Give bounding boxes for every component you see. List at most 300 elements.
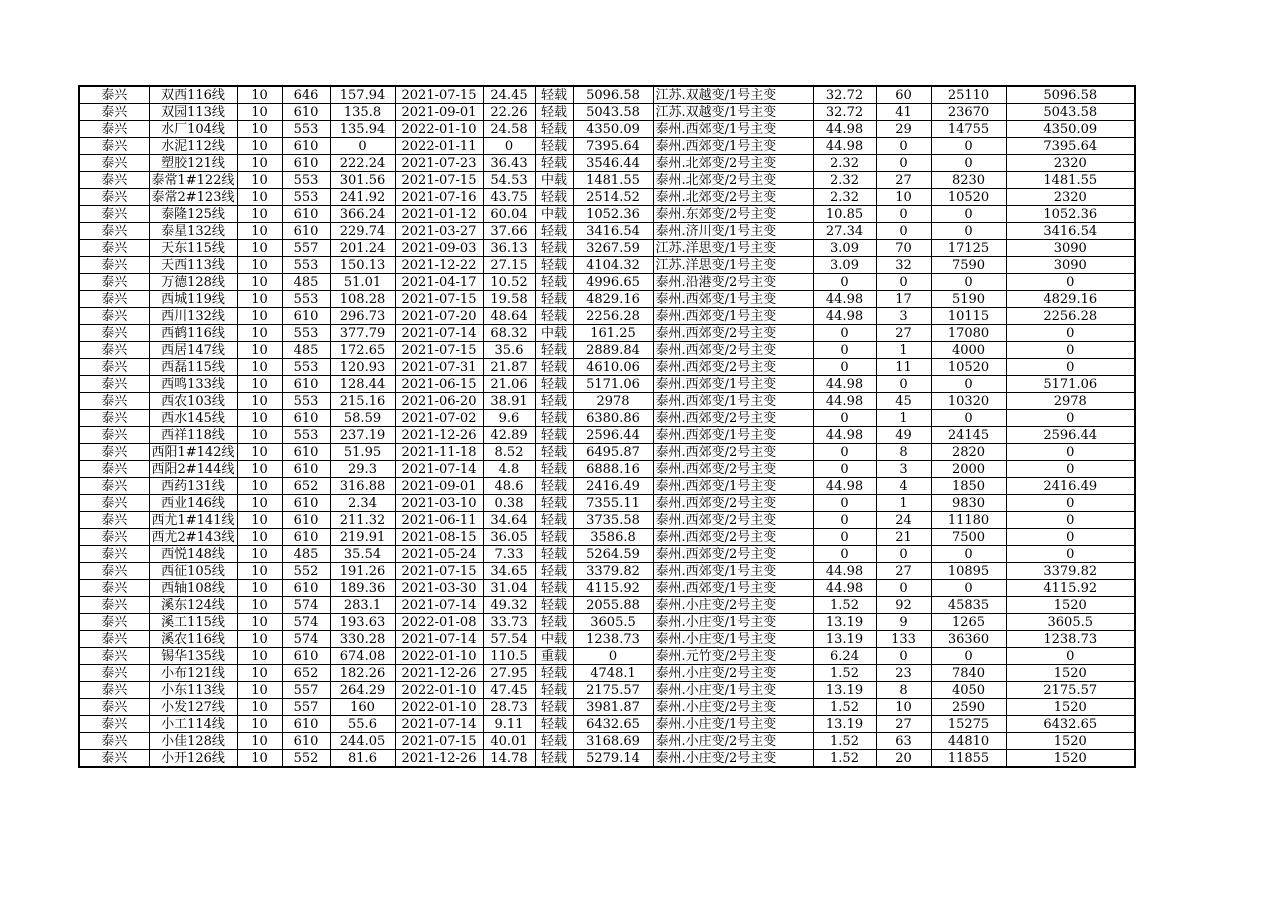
line-name-cell: 西轴108线 — [149, 580, 237, 597]
date-cell: 2021-07-15 — [395, 86, 483, 104]
load-level-cell: 重载 — [535, 648, 573, 665]
load-cell: 215.16 — [330, 393, 395, 410]
margin-cell: 4104.32 — [573, 257, 653, 274]
capacity-cell: 610 — [282, 529, 330, 546]
capacity-cell: 485 — [282, 546, 330, 563]
capacity-cell: 610 — [282, 461, 330, 478]
amount-cell: 10115 — [931, 308, 1006, 325]
county-cell: 泰兴 — [79, 597, 149, 614]
load-level-cell: 轻载 — [535, 342, 573, 359]
available-cell: 0 — [1006, 359, 1135, 376]
load-rate-cell: 110.5 — [483, 648, 535, 665]
transformer-cell: 江苏.双越变/1号主变 — [653, 104, 813, 121]
load-rate-cell: 28.73 — [483, 699, 535, 716]
date-cell: 2021-09-01 — [395, 478, 483, 495]
load-cell: 283.1 — [330, 597, 395, 614]
table-row — [79, 699, 1135, 716]
voltage-cell: 10 — [237, 546, 282, 563]
available-cell: 0 — [1006, 546, 1135, 563]
margin-cell: 6380.86 — [573, 410, 653, 427]
county-cell: 泰兴 — [79, 359, 149, 376]
available-cell: 0 — [1006, 512, 1135, 529]
transformer-margin-cell: 44.98 — [813, 478, 876, 495]
load-cell: 330.28 — [330, 631, 395, 648]
voltage-cell: 10 — [237, 665, 282, 682]
count-cell: 0 — [876, 155, 931, 172]
capacity-cell: 485 — [282, 342, 330, 359]
count-cell: 0 — [876, 376, 931, 393]
transformer-margin-cell: 0 — [813, 342, 876, 359]
county-cell: 泰兴 — [79, 750, 149, 768]
load-level-cell: 轻载 — [535, 512, 573, 529]
load-rate-cell: 4.8 — [483, 461, 535, 478]
count-cell: 1 — [876, 342, 931, 359]
table-row — [79, 104, 1135, 121]
margin-cell: 7355.11 — [573, 495, 653, 512]
margin-cell: 4829.16 — [573, 291, 653, 308]
line-name-cell: 塑胶121线 — [149, 155, 237, 172]
load-cell: 135.8 — [330, 104, 395, 121]
load-level-cell: 轻载 — [535, 529, 573, 546]
amount-cell: 24145 — [931, 427, 1006, 444]
transformer-margin-cell: 44.98 — [813, 580, 876, 597]
available-cell: 5096.58 — [1006, 86, 1135, 104]
table-row — [79, 665, 1135, 682]
transformer-cell: 泰州.西郊变/1号主变 — [653, 138, 813, 155]
count-cell: 27 — [876, 716, 931, 733]
line-name-cell: 小开126线 — [149, 750, 237, 768]
available-cell: 2978 — [1006, 393, 1135, 410]
transformer-margin-cell: 10.85 — [813, 206, 876, 223]
transformer-cell: 泰州.小庄变/2号主变 — [653, 699, 813, 716]
amount-cell: 11855 — [931, 750, 1006, 768]
date-cell: 2021-07-15 — [395, 342, 483, 359]
load-level-cell: 轻载 — [535, 376, 573, 393]
voltage-cell: 10 — [237, 138, 282, 155]
table-row — [79, 393, 1135, 410]
transformer-margin-cell: 1.52 — [813, 733, 876, 750]
available-cell: 2416.49 — [1006, 478, 1135, 495]
transformer-margin-cell: 0 — [813, 512, 876, 529]
count-cell: 0 — [876, 274, 931, 291]
load-rate-cell: 36.13 — [483, 240, 535, 257]
date-cell: 2021-07-15 — [395, 563, 483, 580]
load-cell: 51.01 — [330, 274, 395, 291]
line-name-cell: 西尤2#143线 — [149, 529, 237, 546]
capacity-cell: 553 — [282, 393, 330, 410]
available-cell: 5043.58 — [1006, 104, 1135, 121]
capacity-cell: 553 — [282, 291, 330, 308]
voltage-cell: 10 — [237, 172, 282, 189]
amount-cell: 0 — [931, 546, 1006, 563]
voltage-cell: 10 — [237, 104, 282, 121]
date-cell: 2021-07-15 — [395, 733, 483, 750]
load-cell: 366.24 — [330, 206, 395, 223]
load-cell: 157.94 — [330, 86, 395, 104]
transformer-margin-cell: 13.19 — [813, 716, 876, 733]
voltage-cell: 10 — [237, 444, 282, 461]
load-level-cell: 轻载 — [535, 104, 573, 121]
voltage-cell: 10 — [237, 478, 282, 495]
date-cell: 2021-08-15 — [395, 529, 483, 546]
amount-cell: 10320 — [931, 393, 1006, 410]
capacity-cell: 553 — [282, 427, 330, 444]
amount-cell: 7840 — [931, 665, 1006, 682]
county-cell: 泰兴 — [79, 206, 149, 223]
load-level-cell: 轻载 — [535, 444, 573, 461]
transformer-cell: 泰州.西郊变/1号主变 — [653, 580, 813, 597]
margin-cell: 2514.52 — [573, 189, 653, 206]
transformer-margin-cell: 6.24 — [813, 648, 876, 665]
capacity-cell: 652 — [282, 665, 330, 682]
capacity-cell: 574 — [282, 597, 330, 614]
table-row — [79, 648, 1135, 665]
load-level-cell: 轻载 — [535, 410, 573, 427]
line-name-cell: 溪工115线 — [149, 614, 237, 631]
line-name-cell: 锡华135线 — [149, 648, 237, 665]
transformer-margin-cell: 44.98 — [813, 376, 876, 393]
county-cell: 泰兴 — [79, 699, 149, 716]
line-name-cell: 西水145线 — [149, 410, 237, 427]
transformer-cell: 江苏.双越变/1号主变 — [653, 86, 813, 104]
transformer-margin-cell: 1.52 — [813, 597, 876, 614]
county-cell: 泰兴 — [79, 495, 149, 512]
date-cell: 2021-04-17 — [395, 274, 483, 291]
amount-cell: 25110 — [931, 86, 1006, 104]
voltage-cell: 10 — [237, 86, 282, 104]
load-cell: 674.08 — [330, 648, 395, 665]
date-cell: 2021-07-20 — [395, 308, 483, 325]
capacity-cell: 553 — [282, 325, 330, 342]
transformer-margin-cell: 0 — [813, 325, 876, 342]
table-row — [79, 138, 1135, 155]
load-cell: 201.24 — [330, 240, 395, 257]
amount-cell: 7500 — [931, 529, 1006, 546]
amount-cell: 4050 — [931, 682, 1006, 699]
line-name-cell: 小发127线 — [149, 699, 237, 716]
count-cell: 45 — [876, 393, 931, 410]
transformer-cell: 泰州.西郊变/2号主变 — [653, 444, 813, 461]
load-level-cell: 轻载 — [535, 716, 573, 733]
load-level-cell: 轻载 — [535, 665, 573, 682]
load-cell: 135.94 — [330, 121, 395, 138]
transformer-margin-cell: 0 — [813, 274, 876, 291]
county-cell: 泰兴 — [79, 682, 149, 699]
available-cell: 3090 — [1006, 240, 1135, 257]
date-cell: 2021-03-10 — [395, 495, 483, 512]
load-cell: 108.28 — [330, 291, 395, 308]
load-rate-cell: 0 — [483, 138, 535, 155]
date-cell: 2021-07-14 — [395, 325, 483, 342]
amount-cell: 1850 — [931, 478, 1006, 495]
margin-cell: 2256.28 — [573, 308, 653, 325]
transformer-cell: 泰州.济川变/1号主变 — [653, 223, 813, 240]
available-cell: 2175.57 — [1006, 682, 1135, 699]
capacity-cell: 610 — [282, 512, 330, 529]
county-cell: 泰兴 — [79, 614, 149, 631]
table-row — [79, 461, 1135, 478]
count-cell: 49 — [876, 427, 931, 444]
margin-cell: 4996.65 — [573, 274, 653, 291]
table-row — [79, 546, 1135, 563]
available-cell: 0 — [1006, 648, 1135, 665]
line-name-cell: 西鸣133线 — [149, 376, 237, 393]
load-rate-cell: 9.11 — [483, 716, 535, 733]
load-cell: 229.74 — [330, 223, 395, 240]
transformer-cell: 泰州.北郊变/2号主变 — [653, 155, 813, 172]
amount-cell: 17125 — [931, 240, 1006, 257]
load-level-cell: 轻载 — [535, 733, 573, 750]
amount-cell: 10895 — [931, 563, 1006, 580]
capacity-cell: 553 — [282, 172, 330, 189]
date-cell: 2022-01-08 — [395, 614, 483, 631]
line-name-cell: 西城119线 — [149, 291, 237, 308]
margin-cell: 6432.65 — [573, 716, 653, 733]
county-cell: 泰兴 — [79, 393, 149, 410]
transformer-cell: 泰州.西郊变/1号主变 — [653, 393, 813, 410]
margin-cell: 6888.16 — [573, 461, 653, 478]
table-row — [79, 223, 1135, 240]
date-cell: 2021-07-02 — [395, 410, 483, 427]
table-row — [79, 410, 1135, 427]
capacity-cell: 652 — [282, 478, 330, 495]
transformer-cell: 泰州.西郊变/1号主变 — [653, 478, 813, 495]
available-cell: 4115.92 — [1006, 580, 1135, 597]
load-rate-cell: 21.06 — [483, 376, 535, 393]
county-cell: 泰兴 — [79, 410, 149, 427]
line-name-cell: 西药131线 — [149, 478, 237, 495]
load-rate-cell: 10.52 — [483, 274, 535, 291]
load-level-cell: 轻载 — [535, 308, 573, 325]
transformer-margin-cell: 32.72 — [813, 104, 876, 121]
available-cell: 3605.5 — [1006, 614, 1135, 631]
margin-cell: 3605.5 — [573, 614, 653, 631]
count-cell: 8 — [876, 444, 931, 461]
load-cell: 29.3 — [330, 461, 395, 478]
amount-cell: 8230 — [931, 172, 1006, 189]
load-rate-cell: 27.95 — [483, 665, 535, 682]
margin-cell: 3981.87 — [573, 699, 653, 716]
available-cell: 2320 — [1006, 189, 1135, 206]
transformer-cell: 泰州.西郊变/2号主变 — [653, 410, 813, 427]
count-cell: 0 — [876, 206, 931, 223]
voltage-cell: 10 — [237, 461, 282, 478]
load-rate-cell: 42.89 — [483, 427, 535, 444]
table-row — [79, 325, 1135, 342]
date-cell: 2021-06-20 — [395, 393, 483, 410]
available-cell: 1520 — [1006, 699, 1135, 716]
line-name-cell: 双西116线 — [149, 86, 237, 104]
transformer-margin-cell: 1.52 — [813, 665, 876, 682]
voltage-cell: 10 — [237, 223, 282, 240]
amount-cell: 17080 — [931, 325, 1006, 342]
count-cell: 63 — [876, 733, 931, 750]
county-cell: 泰兴 — [79, 291, 149, 308]
date-cell: 2021-07-14 — [395, 461, 483, 478]
date-cell: 2021-06-15 — [395, 376, 483, 393]
load-level-cell: 轻载 — [535, 750, 573, 768]
available-cell: 0 — [1006, 461, 1135, 478]
count-cell: 24 — [876, 512, 931, 529]
load-rate-cell: 34.64 — [483, 512, 535, 529]
county-cell: 泰兴 — [79, 563, 149, 580]
date-cell: 2021-11-18 — [395, 444, 483, 461]
load-rate-cell: 36.43 — [483, 155, 535, 172]
load-cell: 172.65 — [330, 342, 395, 359]
transformer-cell: 泰州.西郊变/2号主变 — [653, 342, 813, 359]
transformer-margin-cell: 44.98 — [813, 138, 876, 155]
load-level-cell: 轻载 — [535, 580, 573, 597]
voltage-cell: 10 — [237, 274, 282, 291]
load-rate-cell: 49.32 — [483, 597, 535, 614]
capacity-cell: 610 — [282, 376, 330, 393]
margin-cell: 0 — [573, 648, 653, 665]
load-cell: 2.34 — [330, 495, 395, 512]
county-cell: 泰兴 — [79, 342, 149, 359]
available-cell: 0 — [1006, 444, 1135, 461]
county-cell: 泰兴 — [79, 257, 149, 274]
amount-cell: 45835 — [931, 597, 1006, 614]
county-cell: 泰兴 — [79, 121, 149, 138]
transformer-margin-cell: 44.98 — [813, 121, 876, 138]
transformer-cell: 泰州.元竹变/2号主变 — [653, 648, 813, 665]
load-cell: 58.59 — [330, 410, 395, 427]
margin-cell: 3267.59 — [573, 240, 653, 257]
date-cell: 2021-07-16 — [395, 189, 483, 206]
county-cell: 泰兴 — [79, 155, 149, 172]
margin-cell: 161.25 — [573, 325, 653, 342]
transformer-margin-cell: 0 — [813, 546, 876, 563]
margin-cell: 3168.69 — [573, 733, 653, 750]
load-rate-cell: 7.33 — [483, 546, 535, 563]
transformer-margin-cell: 0 — [813, 410, 876, 427]
line-name-cell: 西居147线 — [149, 342, 237, 359]
margin-cell: 5264.59 — [573, 546, 653, 563]
transformer-margin-cell: 27.34 — [813, 223, 876, 240]
count-cell: 1 — [876, 495, 931, 512]
load-cell: 222.24 — [330, 155, 395, 172]
table-row — [79, 716, 1135, 733]
table-row — [79, 206, 1135, 223]
transformer-margin-cell: 2.32 — [813, 189, 876, 206]
transformer-cell: 泰州.西郊变/2号主变 — [653, 461, 813, 478]
date-cell: 2021-03-30 — [395, 580, 483, 597]
margin-cell: 2055.88 — [573, 597, 653, 614]
capacity-cell: 610 — [282, 223, 330, 240]
margin-cell: 5279.14 — [573, 750, 653, 768]
line-name-cell: 小布121线 — [149, 665, 237, 682]
load-level-cell: 轻载 — [535, 291, 573, 308]
count-cell: 27 — [876, 563, 931, 580]
transformer-cell: 泰州.小庄变/2号主变 — [653, 597, 813, 614]
count-cell: 0 — [876, 138, 931, 155]
count-cell: 41 — [876, 104, 931, 121]
load-cell: 191.26 — [330, 563, 395, 580]
date-cell: 2022-01-10 — [395, 648, 483, 665]
load-rate-cell: 31.04 — [483, 580, 535, 597]
transformer-margin-cell: 2.32 — [813, 172, 876, 189]
load-level-cell: 轻载 — [535, 597, 573, 614]
load-rate-cell: 19.58 — [483, 291, 535, 308]
date-cell: 2021-07-23 — [395, 155, 483, 172]
date-cell: 2021-12-22 — [395, 257, 483, 274]
margin-cell: 3586.8 — [573, 529, 653, 546]
voltage-cell: 10 — [237, 257, 282, 274]
transformer-cell: 泰州.西郊变/2号主变 — [653, 546, 813, 563]
load-rate-cell: 24.58 — [483, 121, 535, 138]
transformer-cell: 泰州.西郊变/1号主变 — [653, 376, 813, 393]
line-name-cell: 泰隆125线 — [149, 206, 237, 223]
load-level-cell: 轻载 — [535, 274, 573, 291]
county-cell: 泰兴 — [79, 546, 149, 563]
date-cell: 2021-07-15 — [395, 172, 483, 189]
transformer-margin-cell: 0 — [813, 461, 876, 478]
load-rate-cell: 68.32 — [483, 325, 535, 342]
available-cell: 1238.73 — [1006, 631, 1135, 648]
transformer-cell: 泰州.沿港变/2号主变 — [653, 274, 813, 291]
date-cell: 2021-01-12 — [395, 206, 483, 223]
date-cell: 2021-05-24 — [395, 546, 483, 563]
load-cell: 237.19 — [330, 427, 395, 444]
load-rate-cell: 48.6 — [483, 478, 535, 495]
available-cell: 1520 — [1006, 665, 1135, 682]
load-level-cell: 轻载 — [535, 240, 573, 257]
table-row — [79, 427, 1135, 444]
count-cell: 27 — [876, 325, 931, 342]
amount-cell: 0 — [931, 138, 1006, 155]
count-cell: 70 — [876, 240, 931, 257]
capacity-cell: 610 — [282, 733, 330, 750]
table-row — [79, 512, 1135, 529]
load-cell: 264.29 — [330, 682, 395, 699]
date-cell: 2021-07-31 — [395, 359, 483, 376]
count-cell: 0 — [876, 223, 931, 240]
capacity-cell: 552 — [282, 750, 330, 768]
table-row — [79, 682, 1135, 699]
line-name-cell: 西磊115线 — [149, 359, 237, 376]
margin-cell: 3416.54 — [573, 223, 653, 240]
transformer-margin-cell: 44.98 — [813, 393, 876, 410]
capacity-cell: 485 — [282, 274, 330, 291]
date-cell: 2021-03-27 — [395, 223, 483, 240]
data-table — [78, 85, 1136, 768]
transformer-cell: 泰州.北郊变/2号主变 — [653, 172, 813, 189]
table-row — [79, 478, 1135, 495]
date-cell: 2022-01-11 — [395, 138, 483, 155]
available-cell: 0 — [1006, 495, 1135, 512]
count-cell: 8 — [876, 682, 931, 699]
amount-cell: 15275 — [931, 716, 1006, 733]
capacity-cell: 610 — [282, 155, 330, 172]
date-cell: 2021-07-14 — [395, 631, 483, 648]
transformer-margin-cell: 2.32 — [813, 155, 876, 172]
load-cell: 211.32 — [330, 512, 395, 529]
load-level-cell: 中载 — [535, 631, 573, 648]
voltage-cell: 10 — [237, 359, 282, 376]
transformer-margin-cell: 44.98 — [813, 427, 876, 444]
load-rate-cell: 9.6 — [483, 410, 535, 427]
amount-cell: 23670 — [931, 104, 1006, 121]
margin-cell: 5096.58 — [573, 86, 653, 104]
voltage-cell: 10 — [237, 240, 282, 257]
capacity-cell: 610 — [282, 716, 330, 733]
table-row — [79, 597, 1135, 614]
load-rate-cell: 33.73 — [483, 614, 535, 631]
capacity-cell: 610 — [282, 104, 330, 121]
capacity-cell: 557 — [282, 682, 330, 699]
available-cell: 1520 — [1006, 750, 1135, 768]
load-cell: 301.56 — [330, 172, 395, 189]
